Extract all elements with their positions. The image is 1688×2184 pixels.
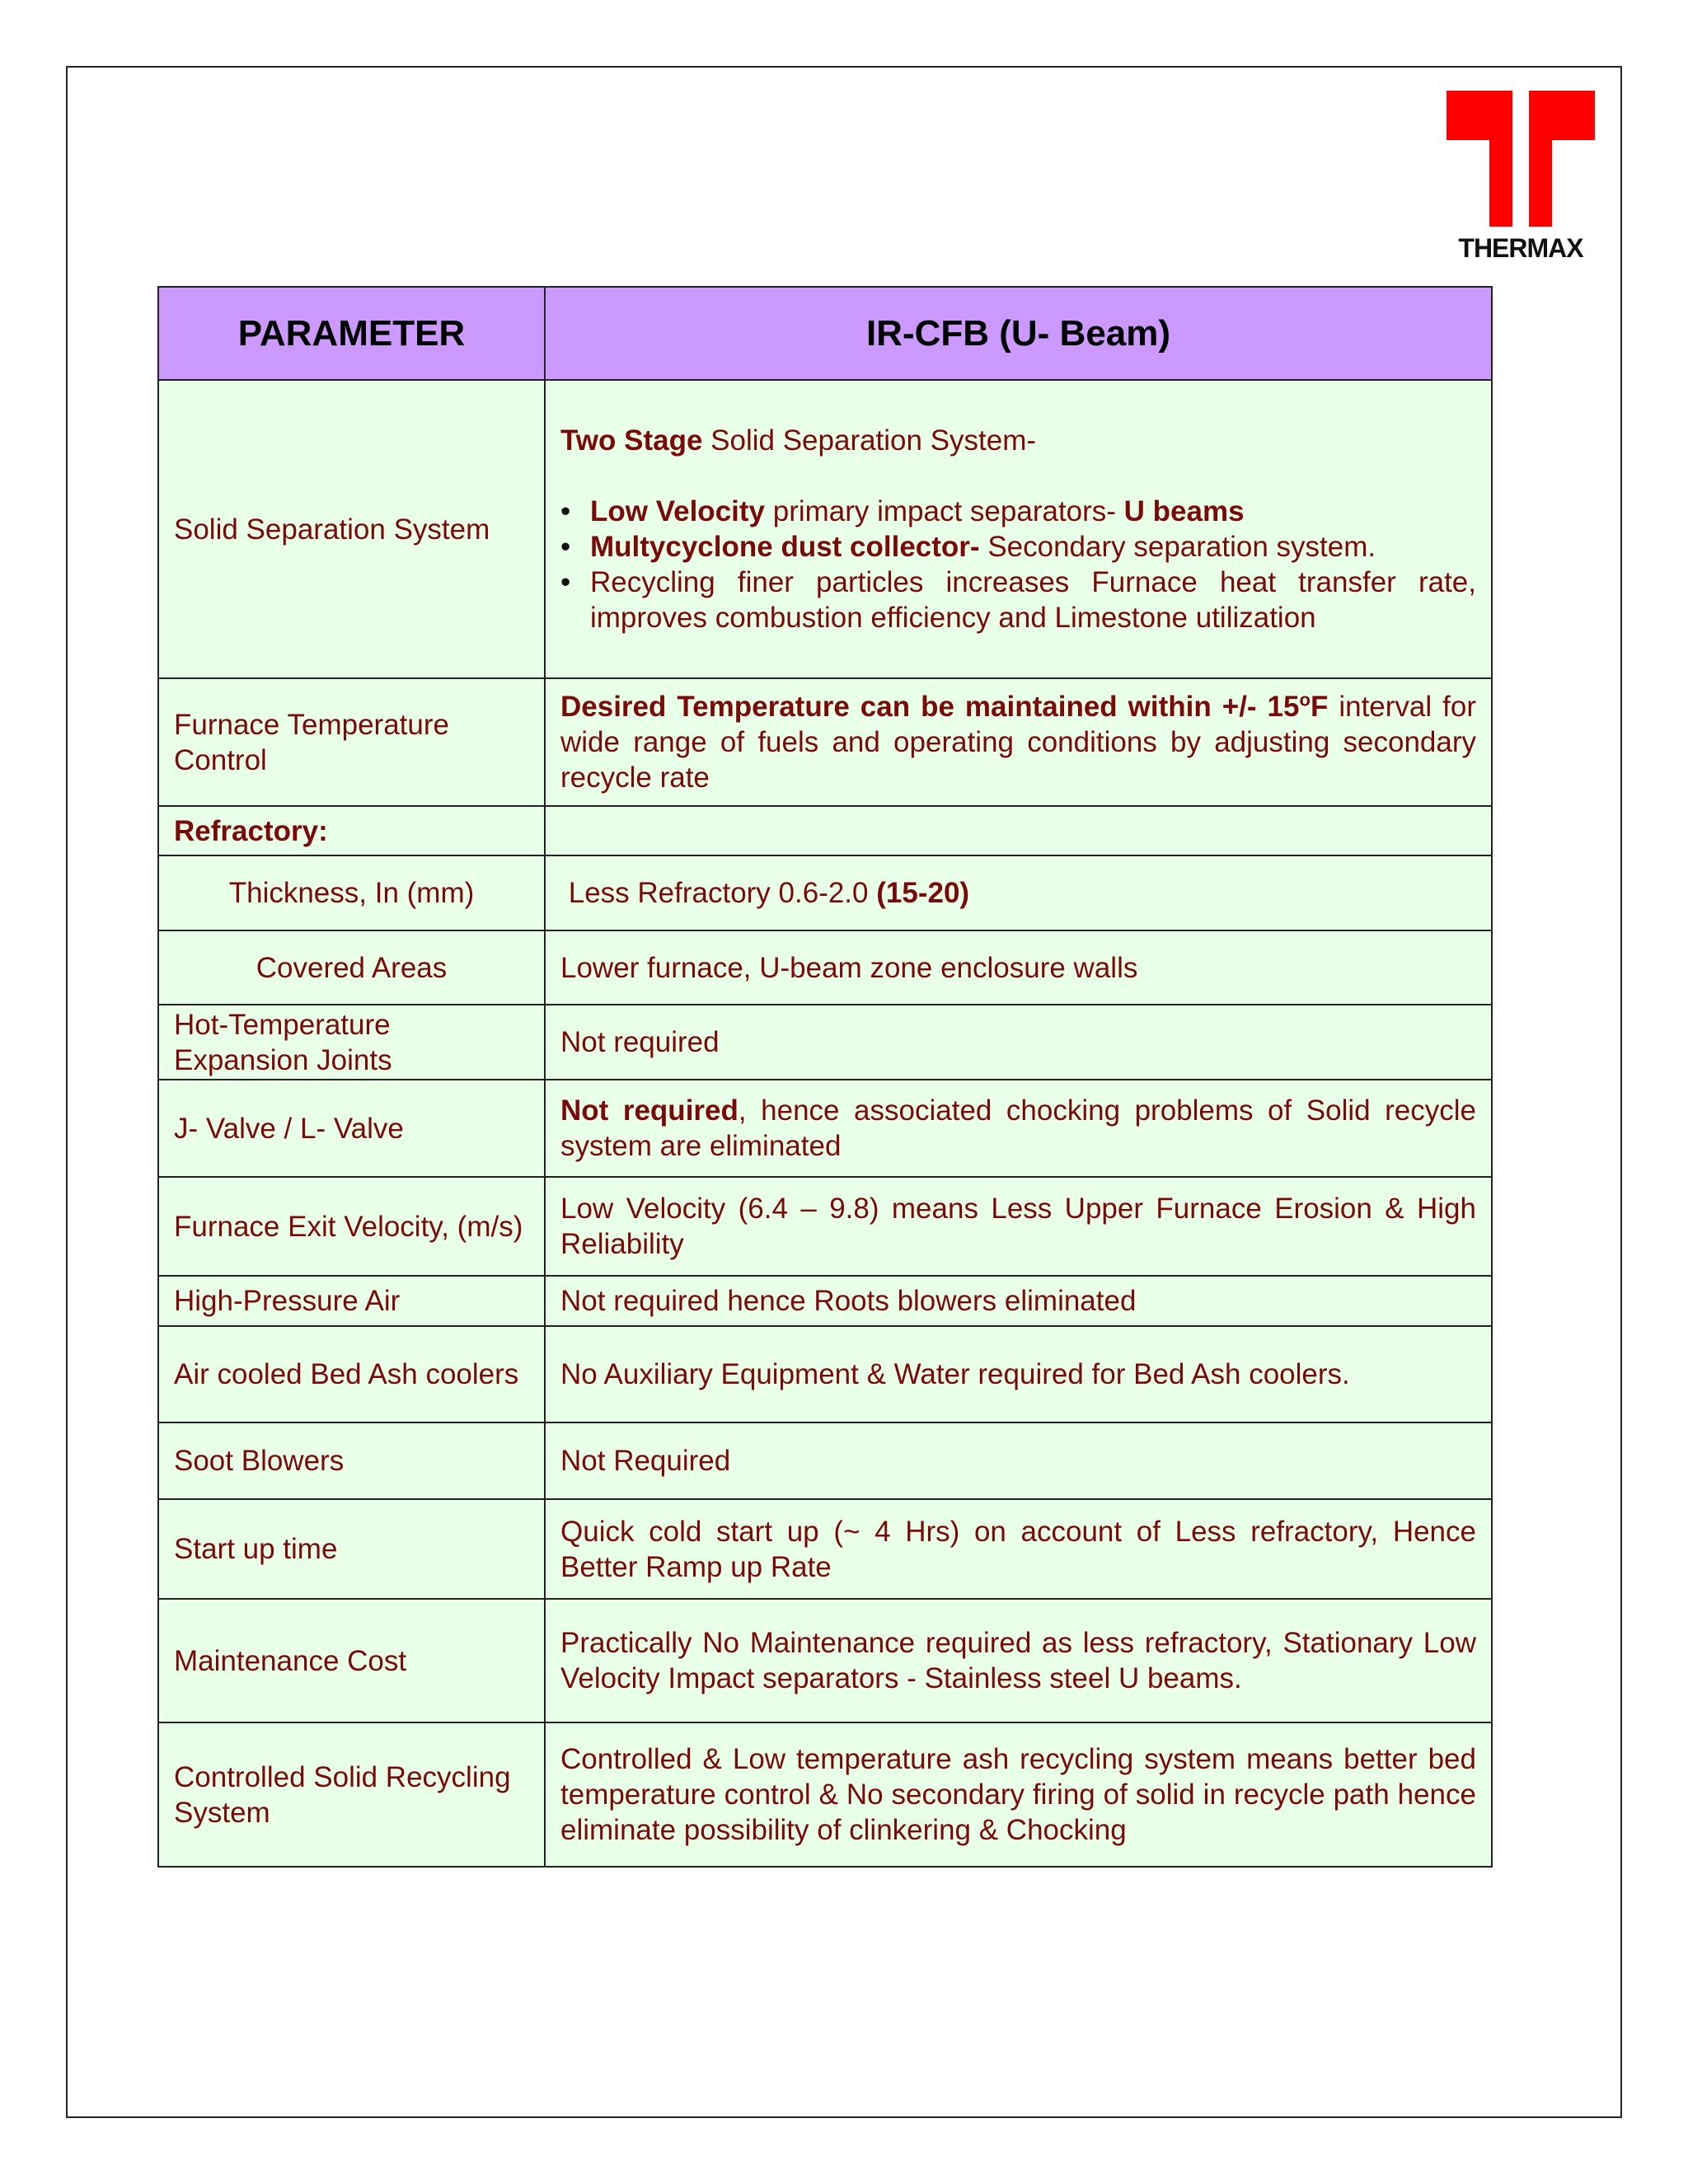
value-cell: Quick cold start up (~ 4 Hrs) on account of Less refractory, Hence Better Ramp up Rate (545, 1499, 1492, 1599)
param-cell: Solid Separation System (158, 380, 545, 678)
value-cell: Controlled & Low temperature ash recycling system means better bed temperature control & No secondary firing of solid in recycle path hence eliminate possibility of clinkering & Chocking (545, 1722, 1492, 1867)
value-cell: No Auxiliary Equipment & Water required for Bed Ash coolers. (545, 1326, 1492, 1422)
thermax-logo-icon (1447, 91, 1595, 227)
solid-sep-intro: Two Stage Solid Separation System- (560, 424, 1037, 457)
param-cell: Furnace Temperature Control (158, 678, 545, 806)
list-item: • Low Velocity primary impact separators- U beams (590, 494, 1476, 529)
param-cell: J- Valve / L- Valve (158, 1080, 545, 1177)
value-cell: Not Required (545, 1422, 1492, 1499)
table-row (158, 678, 1492, 806)
table-row (158, 380, 1492, 678)
table-row (158, 1005, 1492, 1080)
param-cell: Furnace Exit Velocity, (m/s) (158, 1177, 545, 1276)
table-row (158, 806, 1492, 855)
value-cell (545, 806, 1492, 855)
param-cell: Start up time (158, 1499, 545, 1599)
table-row (158, 1422, 1492, 1499)
table-header-row (158, 287, 1492, 380)
value-cell: Less Refractory 0.6-2.0 (15-20) (545, 855, 1492, 930)
table-row (158, 855, 1492, 930)
table-row (158, 1599, 1492, 1722)
param-cell: Soot Blowers (158, 1422, 545, 1499)
solid-sep-bullets (560, 494, 1476, 635)
param-cell: Maintenance Cost (158, 1599, 545, 1722)
table-row (158, 1276, 1492, 1326)
list-item: • Recycling finer particles increases Furnace heat transfer rate, improves combustion efficiency and Limestone utilization (590, 565, 1476, 635)
thermax-logo (1447, 91, 1595, 264)
param-cell: Controlled Solid Recycling System (158, 1722, 545, 1867)
param-cell: Hot-Temperature Expansion Joints (158, 1005, 545, 1080)
table-row (158, 930, 1492, 1005)
param-cell: High-Pressure Air (158, 1276, 545, 1326)
table-row (158, 1326, 1492, 1422)
list-item: • Multycyclone dust collector- Secondary separation system. (590, 529, 1476, 565)
header-parameter: PARAMETER (158, 287, 545, 380)
value-cell: Lower furnace, U-beam zone enclosure walls (545, 930, 1492, 1005)
value-cell: Not required (545, 1005, 1492, 1080)
value-cell: Not required hence Roots blowers eliminated (545, 1276, 1492, 1326)
value-cell: Desired Temperature can be maintained within +/- 15$^o$F interval for wide range of fuels and operating conditions by adjusting secondary recycle rate (545, 678, 1492, 806)
comparison-table (157, 286, 1493, 1868)
value-cell (545, 380, 1492, 678)
param-cell: Air cooled Bed Ash coolers (158, 1326, 545, 1422)
value-cell: Practically No Maintenance required as less refractory, Stationary Low Velocity Impact separators - Stainless steel U beams. (545, 1599, 1492, 1722)
table-row (158, 1722, 1492, 1867)
value-cell: Not required, hence associated chocking problems of Solid recycle system are eliminated (545, 1080, 1492, 1177)
value-cell: Low Velocity (6.4 – 9.8) means Less Upper Furnace Erosion & High Reliability (545, 1177, 1492, 1276)
header-ircfb: IR-CFB (U- Beam) (545, 287, 1492, 380)
table-row (158, 1080, 1492, 1177)
table-row (158, 1177, 1492, 1276)
table-row (158, 1499, 1492, 1599)
param-cell: Covered Areas (158, 930, 545, 1005)
param-cell: Thickness, In (mm) (158, 855, 545, 930)
param-cell: Refractory: (158, 806, 545, 855)
logo-text: THERMAX (1458, 233, 1583, 263)
